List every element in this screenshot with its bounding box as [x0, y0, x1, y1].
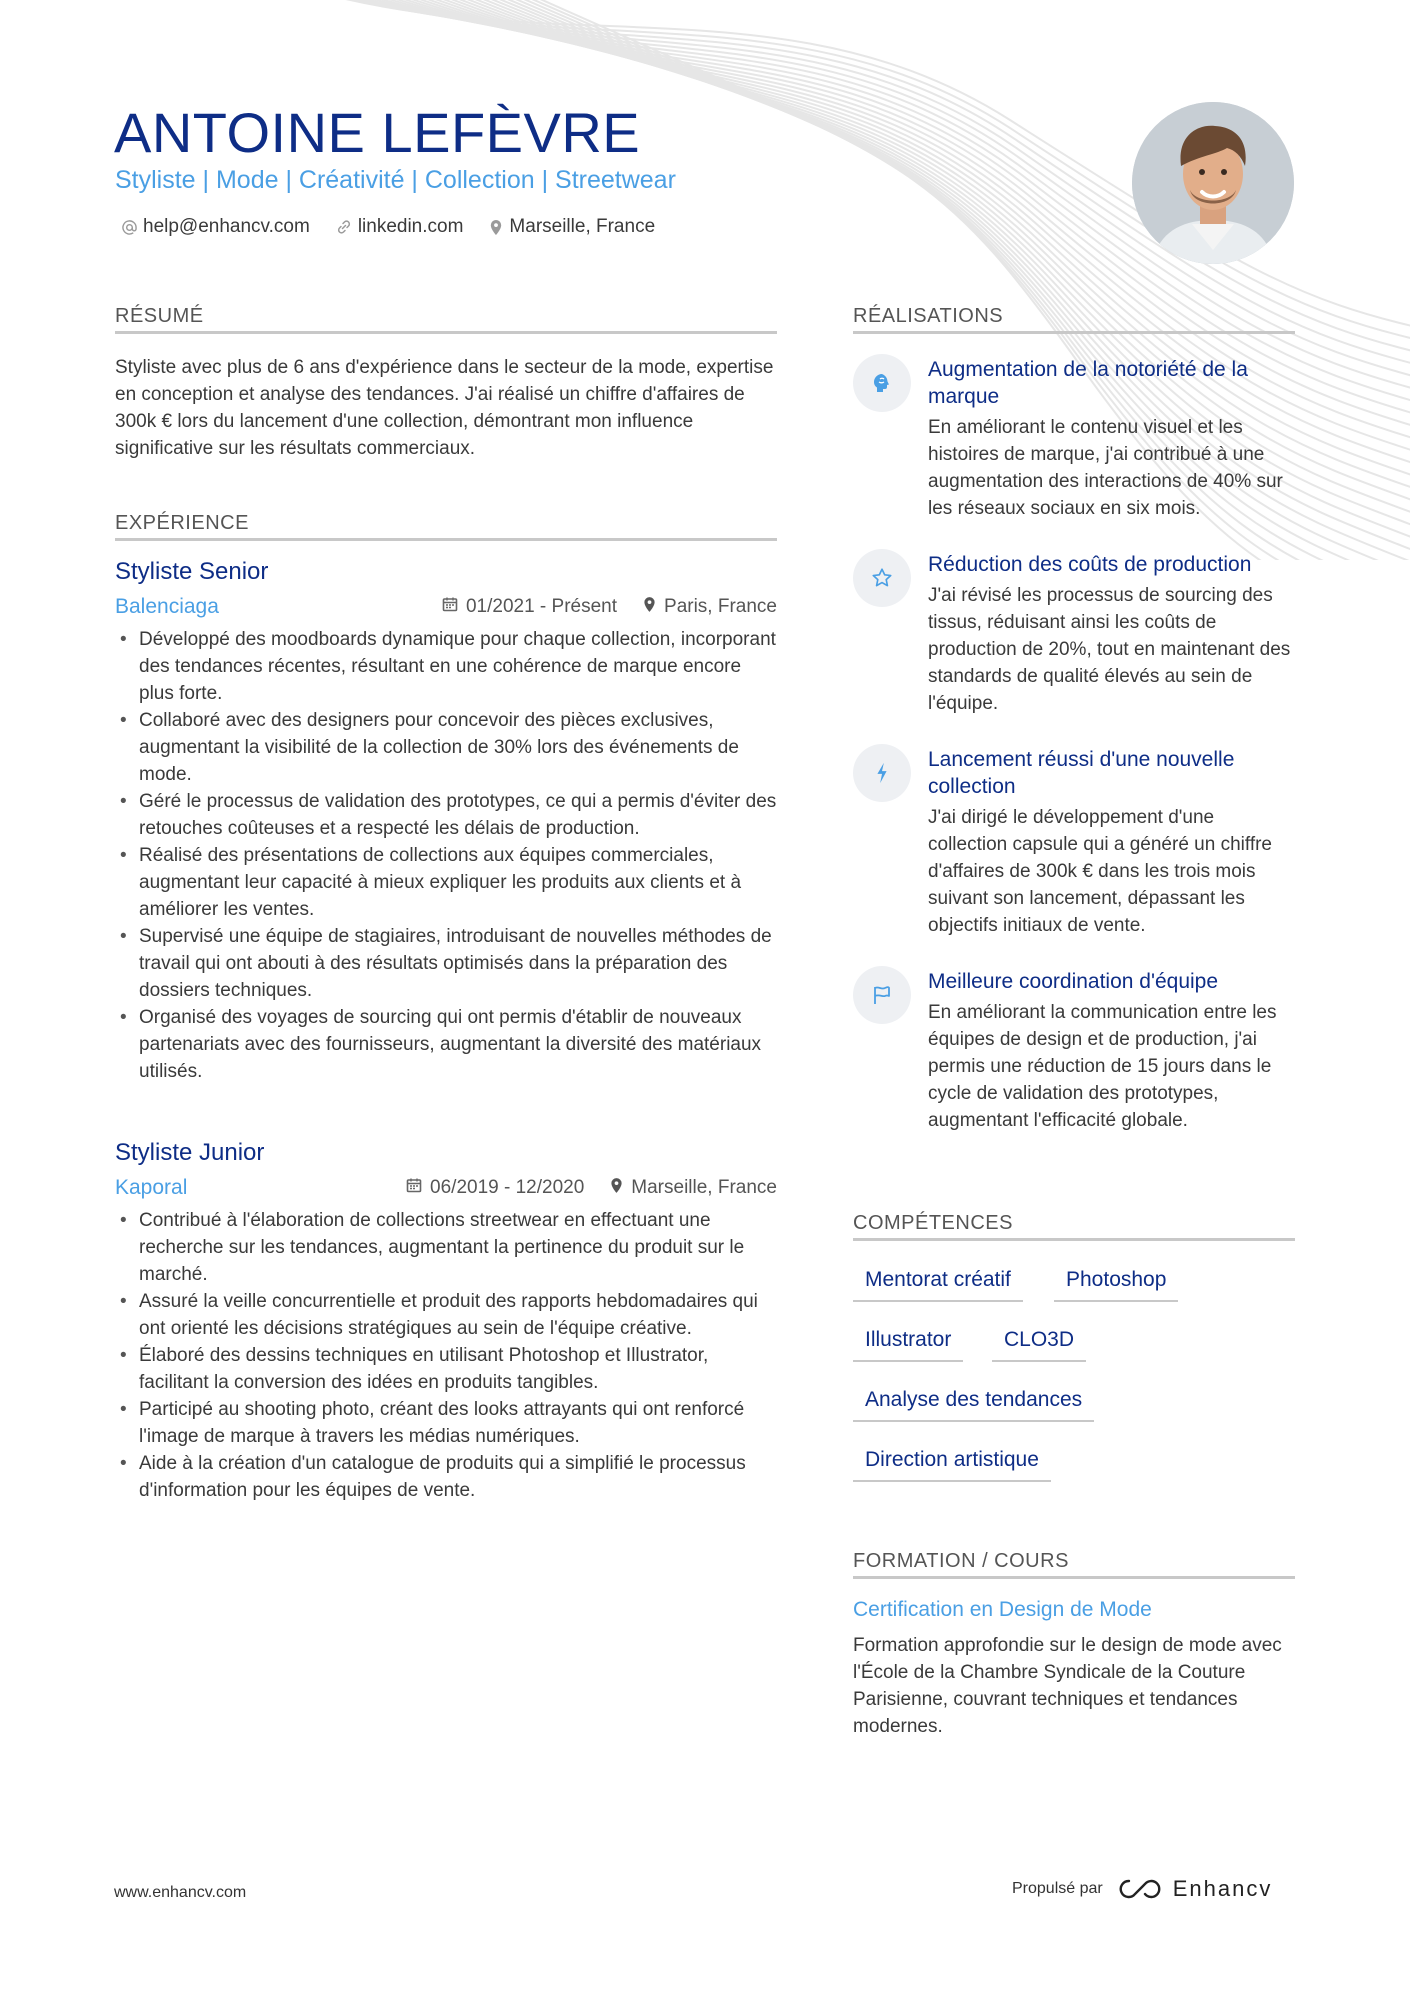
bullet-item: • Aide à la création d'un catalogue de produits qui a simplifié le processus d'information pour les équipes de vente. [115, 1450, 777, 1504]
company-name: Kaporal [115, 1176, 188, 1199]
job-dates-text: 01/2021 - Présent [465, 596, 618, 617]
job-location-text: Marseille, France [631, 1177, 777, 1198]
brand-logo [1117, 1876, 1273, 1902]
job-dates [442, 596, 617, 618]
job-title: Styliste Junior [115, 1139, 265, 1166]
calendar-icon [442, 596, 458, 618]
linkedin-text: linkedin.com [357, 216, 464, 237]
skill-tag: CLO3D [992, 1328, 1086, 1362]
course-title: Certification en Design de Mode [853, 1598, 1152, 1621]
job-meta [115, 1173, 777, 1203]
star-icon [853, 549, 911, 607]
summary-heading: RÉSUMÉ [115, 305, 777, 334]
achievement-title: Meilleure coordination d'équipe [928, 970, 1219, 993]
email-text: help@enhancv.com [143, 216, 310, 237]
location-pin-icon [643, 596, 656, 619]
flag-icon [853, 966, 911, 1024]
candidate-name: ANTOINE LEFÈVRE [114, 101, 641, 164]
experience-item [115, 1139, 777, 1504]
link-icon [336, 219, 352, 235]
job-bullets [115, 1207, 777, 1504]
infinity-logo-icon [1117, 1877, 1163, 1901]
avatar [1132, 102, 1294, 264]
achievement-title: Lancement réussi d'une nouvelle collection [928, 748, 1235, 798]
footer-website[interactable]: www.enhancv.com [114, 1884, 247, 1901]
bullet-item: • Élaboré des dessins techniques en utilisant Photoshop et Illustrator, facilitant la conversion des idées en produits tangibles. [115, 1342, 777, 1396]
skill-tag: Direction artistique [853, 1448, 1051, 1482]
at-icon [122, 220, 137, 235]
job-location [643, 596, 777, 619]
education-heading: FORMATION / COURS [853, 1550, 1295, 1579]
brain-icon [853, 354, 911, 412]
skill-tag: Mentorat créatif [853, 1268, 1023, 1302]
job-location [610, 1177, 777, 1200]
location-pin-icon [610, 1177, 623, 1200]
achievement-text: J'ai dirigé le développement d'une collection capsule qui a généré un chiffre d'affaires de 300k € dans les trois mois suivant son lancement, dépassant les objectifs initiaux de vente. [928, 807, 1272, 936]
achievement-title: Augmentation de la notoriété de la marque [928, 358, 1248, 408]
brand-name: Enhancv [1172, 1876, 1273, 1901]
job-dates [406, 1177, 584, 1199]
achievement-text: En améliorant la communication entre les équipes de design et de production, j'ai permis une réduction de 15 jours dans le cycle de validation des prototypes, augmentant l'efficacité globale. [928, 1002, 1277, 1131]
achievement-item [853, 551, 1295, 717]
bullet-item: • Réalisé des présentations de collections aux équipes commerciales, augmentant leur capacité à mieux expliquer les produits aux clients et à améliorer les ventes. [115, 842, 777, 923]
company-name: Balenciaga [115, 595, 219, 618]
bullet-item: • Assuré la veille concurrentielle et produit des rapports hebdomadaires qui ont orienté les décisions stratégiques au sein de l'équipe créative. [115, 1288, 777, 1342]
candidate-headline: Styliste | Mode | Créativité | Collection | Streetwear [115, 166, 676, 194]
achievements-heading: RÉALISATIONS [853, 305, 1295, 334]
achievement-text: J'ai révisé les processus de sourcing des tissus, réduisant ainsi les coûts de production de 20%, tout en maintenant des standards de qualité élevés au sein de l'équipe. [928, 585, 1291, 714]
location-pin-icon [489, 219, 503, 236]
footer-branding [1012, 1876, 1272, 1902]
job-dates-text: 06/2019 - 12/2020 [430, 1177, 585, 1198]
location-text: Marseille, France [509, 216, 656, 237]
bullet-item: • Géré le processus de validation des prototypes, ce qui a permis d'éviter des retouches coûteuses et a respecté les délais de production. [115, 788, 777, 842]
summary-text: Styliste avec plus de 6 ans d'expérience dans le secteur de la mode, expertise en conception et analyse des tendances. J'ai réalisé un chiffre d'affaires de 300k € lors du lancement d'une collection, démontrant mon influence significative sur les résultats commerciaux. [115, 357, 774, 459]
skills-heading: COMPÉTENCES [853, 1212, 1295, 1241]
bullet-item: • Développé des moodboards dynamique pour chaque collection, incorporant des tendances récentes, résultant en une cohérence de marque encore plus forte. [115, 626, 777, 707]
bolt-icon [853, 744, 911, 802]
bullet-item: • Supervisé une équipe de stagiaires, introduisant de nouvelles méthodes de travail qui ont abouti à des résultats optimisés dans la préparation des dossiers techniques. [115, 923, 777, 1004]
job-details [442, 596, 777, 619]
contact-linkedin[interactable] [336, 216, 464, 238]
experience-heading: EXPÉRIENCE [115, 512, 777, 541]
achievement-item [853, 968, 1295, 1134]
powered-by-text: Propulsé par [1012, 1880, 1103, 1897]
skill-tag: Illustrator [853, 1328, 963, 1362]
bullet-item: • Organisé des voyages de sourcing qui ont permis d'établir de nouveaux partenariats avec des fournisseurs, augmentant la diversité des matériaux utilisés. [115, 1004, 777, 1085]
achievement-item [853, 356, 1295, 522]
calendar-icon [406, 1177, 422, 1199]
job-bullets [115, 626, 777, 1085]
contact-email[interactable] [122, 216, 310, 238]
achievement-text: En améliorant le contenu visuel et les histoires de marque, j'ai contribué à une augmentation des interactions de 40% sur les réseaux sociaux en six mois. [928, 417, 1283, 519]
skill-tag: Analyse des tendances [853, 1388, 1094, 1422]
job-location-text: Paris, France [664, 596, 777, 617]
job-details [406, 1177, 777, 1200]
achievement-item [853, 746, 1295, 939]
contact-location [489, 216, 655, 238]
bullet-item: • Contribué à l'élaboration de collections streetwear en effectuant une recherche sur les tendances, augmentant la pertinence du produit sur le marché. [115, 1207, 777, 1288]
course-description: Formation approfondie sur le design de mode avec l'École de la Chambre Syndicale de la Couture Parisienne, couvrant techniques et tendances modernes. [853, 1635, 1282, 1737]
experience-item [115, 558, 777, 1085]
job-title: Styliste Senior [115, 558, 269, 585]
contact-row [122, 216, 655, 238]
bullet-item: • Participé au shooting photo, créant des looks attrayants qui ont renforcé l'image de marque à travers les médias numériques. [115, 1396, 777, 1450]
achievement-title: Réduction des coûts de production [928, 553, 1252, 576]
job-meta [115, 592, 777, 622]
bullet-item: • Collaboré avec des designers pour concevoir des pièces exclusives, augmentant la visibilité de la collection de 30% lors des événements de mode. [115, 707, 777, 788]
skill-tag: Photoshop [1054, 1268, 1178, 1302]
